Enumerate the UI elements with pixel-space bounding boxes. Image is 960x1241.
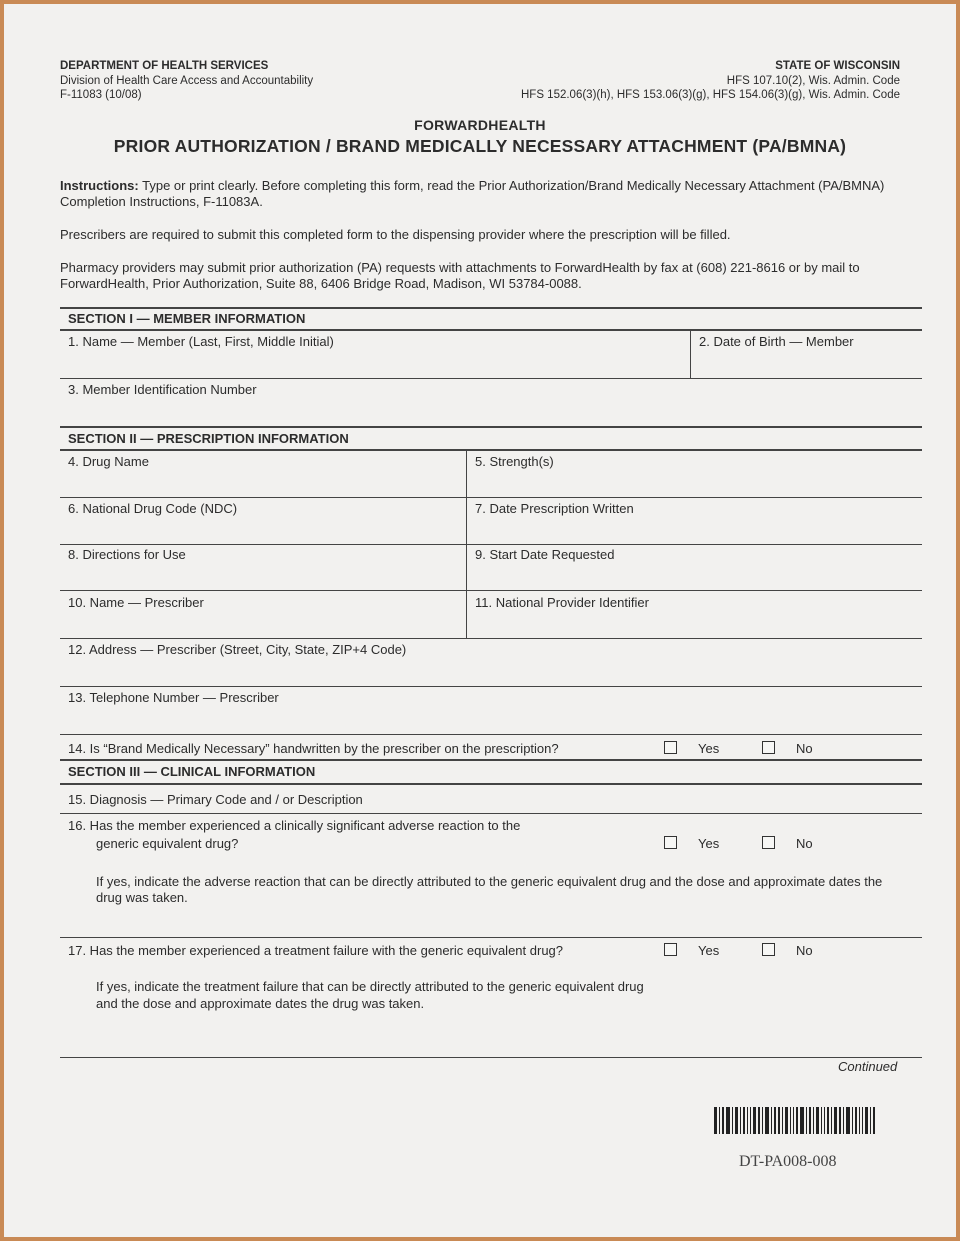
field-member-name[interactable]: 1. Name — Member (Last, First, Middle Initial) <box>68 334 334 349</box>
q17-yes-checkbox[interactable] <box>664 943 677 956</box>
field-npi[interactable]: 11. National Provider Identifier <box>475 595 649 610</box>
q14-no-checkbox[interactable] <box>762 741 775 754</box>
instructions <box>60 178 900 210</box>
section3-top-rule <box>60 759 922 761</box>
q14-no-label: No <box>796 741 813 756</box>
row-rule <box>60 813 922 814</box>
continued-label: Continued <box>838 1059 898 1074</box>
row-rule <box>60 638 922 639</box>
field-directions[interactable]: 8. Directions for Use <box>68 547 186 562</box>
field-ndc[interactable]: 6. National Drug Code (NDC) <box>68 501 238 516</box>
state-name: STATE OF WISCONSIN <box>775 60 900 72</box>
q17-yes-label: Yes <box>698 943 720 958</box>
form-title: PRIOR AUTHORIZATION / BRAND MEDICALLY NECESSARY ATTACHMENT (PA/BMNA) <box>113 136 847 156</box>
question-16-line2: generic equivalent drug? <box>96 836 239 851</box>
question-14: 14. Is “Brand Medically Necessary” handwritten by the prescriber on the prescription? <box>68 741 559 756</box>
q16-no-label: No <box>796 836 813 851</box>
row-rule <box>60 686 922 687</box>
header-right <box>521 59 900 103</box>
section1-title: SECTION I — MEMBER INFORMATION <box>68 311 306 326</box>
row-rule <box>60 590 922 591</box>
field-strength[interactable]: 5. Strength(s) <box>475 454 554 469</box>
section3-title: SECTION III — CLINICAL INFORMATION <box>68 764 316 779</box>
q16-yes-checkbox[interactable] <box>664 836 677 849</box>
row-rule <box>60 937 922 938</box>
field-diagnosis[interactable]: 15. Diagnosis — Primary Code and / or Description <box>68 792 363 807</box>
instructions-label: Instructions: <box>60 178 139 193</box>
bottom-rule <box>60 1057 922 1058</box>
question-17: 17. Has the member experienced a treatment failure with the generic equivalent drug? <box>68 943 564 958</box>
department-name: DEPARTMENT OF HEALTH SERVICES <box>60 60 269 72</box>
section3-header-rule <box>60 783 922 785</box>
prescribers-note: Prescribers are required to submit this completed form to the dispensing provider where the prescription will be filled. <box>60 227 731 242</box>
header-left <box>60 59 313 103</box>
section2-top-rule <box>60 426 922 428</box>
row-rule <box>60 497 922 498</box>
barcode-icon <box>714 1107 888 1134</box>
divider <box>690 330 691 378</box>
q16-followup[interactable]: If yes, indicate the adverse reaction that can be directly attributed to the generic equivalent drug and the dose and approximate dates the drug was taken. <box>96 874 883 905</box>
section2-title: SECTION II — PRESCRIPTION INFORMATION <box>68 431 349 446</box>
document-code: DT-PA008-008 <box>739 1153 837 1170</box>
row-rule <box>60 544 922 545</box>
instructions-text: Type or print clearly. Before completing this form, read the Prior Authorization/Brand Medically Necessary Attachment (PA/BMNA) Completion Instructions, F-11083A. <box>60 178 885 209</box>
q17-no-label: No <box>796 943 813 958</box>
field-prescriber-name[interactable]: 10. Name — Prescriber <box>68 595 204 610</box>
q14-yes-checkbox[interactable] <box>664 741 677 754</box>
admin-code-2: HFS 152.06(3)(h), HFS 153.06(3)(g), HFS 154.06(3)(g), Wis. Admin. Code <box>520 89 900 101</box>
field-start-date[interactable]: 9. Start Date Requested <box>475 547 615 562</box>
row-rule <box>60 378 922 379</box>
q16-no-checkbox[interactable] <box>762 836 775 849</box>
section1-header-rule <box>60 329 922 331</box>
form-number: F-11083 (10/08) <box>60 89 142 101</box>
q16-yes-label: Yes <box>698 836 720 851</box>
field-prescriber-phone[interactable]: 13. Telephone Number — Prescriber <box>68 690 279 705</box>
field-date-written[interactable]: 7. Date Prescription Written <box>475 501 634 516</box>
field-prescriber-address[interactable]: 12. Address — Prescriber (Street, City, State, ZIP+4 Code) <box>68 642 407 657</box>
q17-no-checkbox[interactable] <box>762 943 775 956</box>
field-member-dob[interactable]: 2. Date of Birth — Member <box>699 334 854 349</box>
section2-header-rule <box>60 449 922 451</box>
pharmacy-note: Pharmacy providers may submit prior authorization (PA) requests with attachments to ForwardHealth by fax at (608) 221-8616 or by mail to ForwardHealth, Prior Authorization, Suite 88, 6406 Bridge Road, Madison, WI 53784-0088. <box>60 260 860 291</box>
forwardhealth-heading: FORWARDHEALTH <box>414 117 546 133</box>
field-member-id[interactable]: 3. Member Identification Number <box>68 382 257 397</box>
division-name: Division of Health Care Access and Accountability <box>60 74 314 87</box>
q17-followup[interactable]: If yes, indicate the treatment failure that can be directly attributed to the generic equivalent drug and the dose and approximate dates the drug was taken. <box>96 979 644 1011</box>
field-drug-name[interactable]: 4. Drug Name <box>68 454 149 469</box>
q14-yes-label: Yes <box>698 741 720 756</box>
row-rule <box>60 734 922 735</box>
section1-top-rule <box>60 307 922 309</box>
admin-code-1: HFS 107.10(2), Wis. Admin. Code <box>726 74 900 87</box>
question-16-line1: 16. Has the member experienced a clinically significant adverse reaction to the <box>68 818 521 833</box>
